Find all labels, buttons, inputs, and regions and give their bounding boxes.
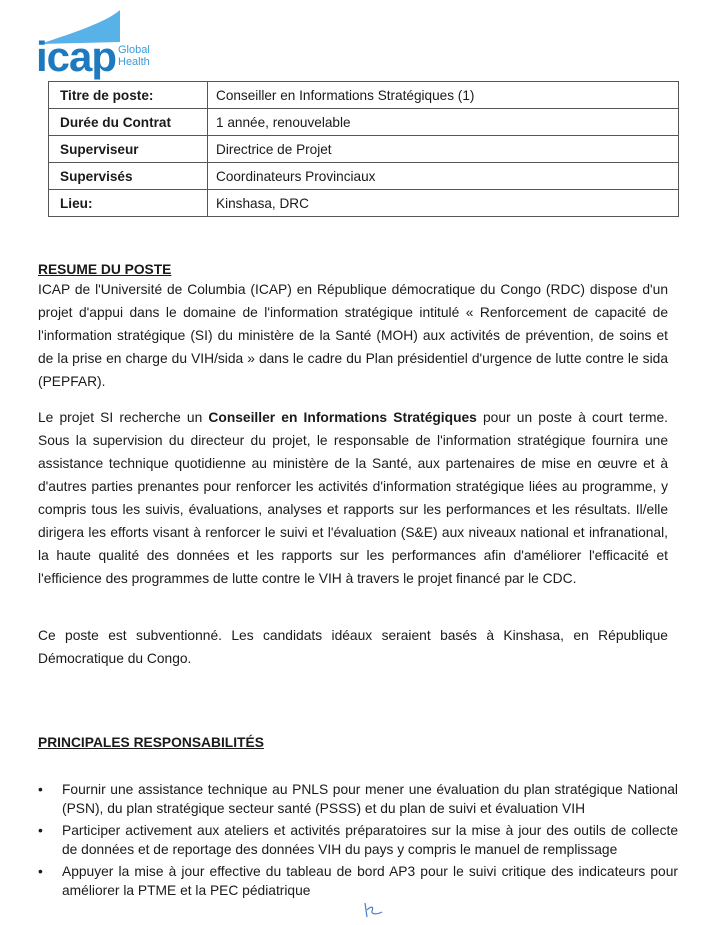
icap-logo bbox=[36, 6, 166, 78]
summary-heading: RESUME DU POSTE bbox=[38, 262, 172, 277]
table-row bbox=[49, 190, 679, 217]
position-title-bold: Conseiller en Informations Stratégiques bbox=[208, 410, 477, 425]
logo-tagline: Global Health bbox=[118, 44, 150, 68]
summary-paragraph-1: ICAP de l'Université de Columbia (ICAP) en République démocratique du Congo (RDC) dispose d'un projet d'appui dans le domaine de l'information stratégique intitulé « Renforcement de capacité de l'information stratégique (SI) du ministère de la Santé (MOH) aux activités de prévention, de soins et de la prise en charge du VIH/sida » dans le cadre du Plan présidentiel d'urgence de lutte contre le sida (PEPFAR). bbox=[38, 282, 668, 389]
list-item: • Fournir une assistance technique au PNLS pour mener une évaluation du plan stratégique National (PSN), du plan stratégique secteur santé (PSSS) et du plan de suivi et évaluation VIH bbox=[38, 782, 678, 816]
supervisees-label: Supervisés bbox=[49, 163, 208, 190]
logo-wordmark: icap bbox=[36, 33, 117, 80]
contract-duration-label: Durée du Contrat bbox=[49, 109, 208, 136]
bullet-icon: • bbox=[38, 782, 43, 797]
supervisor-label: Superviseur bbox=[49, 136, 208, 163]
responsibilities-list bbox=[38, 780, 678, 903]
supervisor-value: Directrice de Projet bbox=[208, 136, 679, 163]
table-row bbox=[49, 109, 679, 136]
summary-paragraph-2: Le projet SI recherche un Conseiller en Informations Stratégiques pour un poste à court terme. Sous la supervision du directeur du projet, le responsable de l'information stratégique fournira une assistance technique quotidienne au ministère de la Santé, aux partenaires de mise en œuvre et à d'autres parties prenantes pour renforcer les activités d'information stratégique liées au programme, y compris tous les suivis, évaluations, analyses et rapports sur les performances et les résultats. Il/elle dirigera les efforts visant à renforcer le suivi et l'évaluation (S&E) aux niveaux national et infranational, la haute qualité des données et les rapports sur les performances afin d'améliorer l'efficacité et l'efficience des programmes de lutte contre le VIH à travers le projet financé par le CDC. bbox=[38, 410, 668, 586]
bullet-icon: • bbox=[38, 864, 43, 879]
location-value: Kinshasa, DRC bbox=[208, 190, 679, 217]
table-row bbox=[49, 163, 679, 190]
table-row bbox=[49, 136, 679, 163]
job-info-table bbox=[48, 81, 679, 217]
job-title-value: Conseiller en Informations Stratégiques (1) bbox=[208, 82, 679, 109]
contract-duration-value: 1 année, renouvelable bbox=[208, 109, 679, 136]
table-row bbox=[49, 82, 679, 109]
list-item: • Appuyer la mise à jour effective du tableau de bord AP3 pour le suivi critique des indicateurs pour améliorer la PTME et la PEC pédiatrique bbox=[38, 864, 678, 898]
responsibilities-heading: PRINCIPALES RESPONSABILITÉS bbox=[38, 735, 264, 750]
location-label: Lieu: bbox=[49, 190, 208, 217]
list-item: • Participer activement aux ateliers et activités préparatoires sur la mise à jour des outils de collecte de données et de reportage des données VIH du pays y compris le manuel de remplissage bbox=[38, 823, 678, 857]
job-title-label: Titre de poste: bbox=[49, 82, 208, 109]
handwritten-initials-icon bbox=[362, 900, 386, 920]
summary-paragraph-3: Ce poste est subventionné. Les candidats idéaux seraient basés à Kinshasa, en République Démocratique du Congo. bbox=[38, 628, 668, 666]
supervisees-value: Coordinateurs Provinciaux bbox=[208, 163, 679, 190]
bullet-icon: • bbox=[38, 823, 43, 838]
